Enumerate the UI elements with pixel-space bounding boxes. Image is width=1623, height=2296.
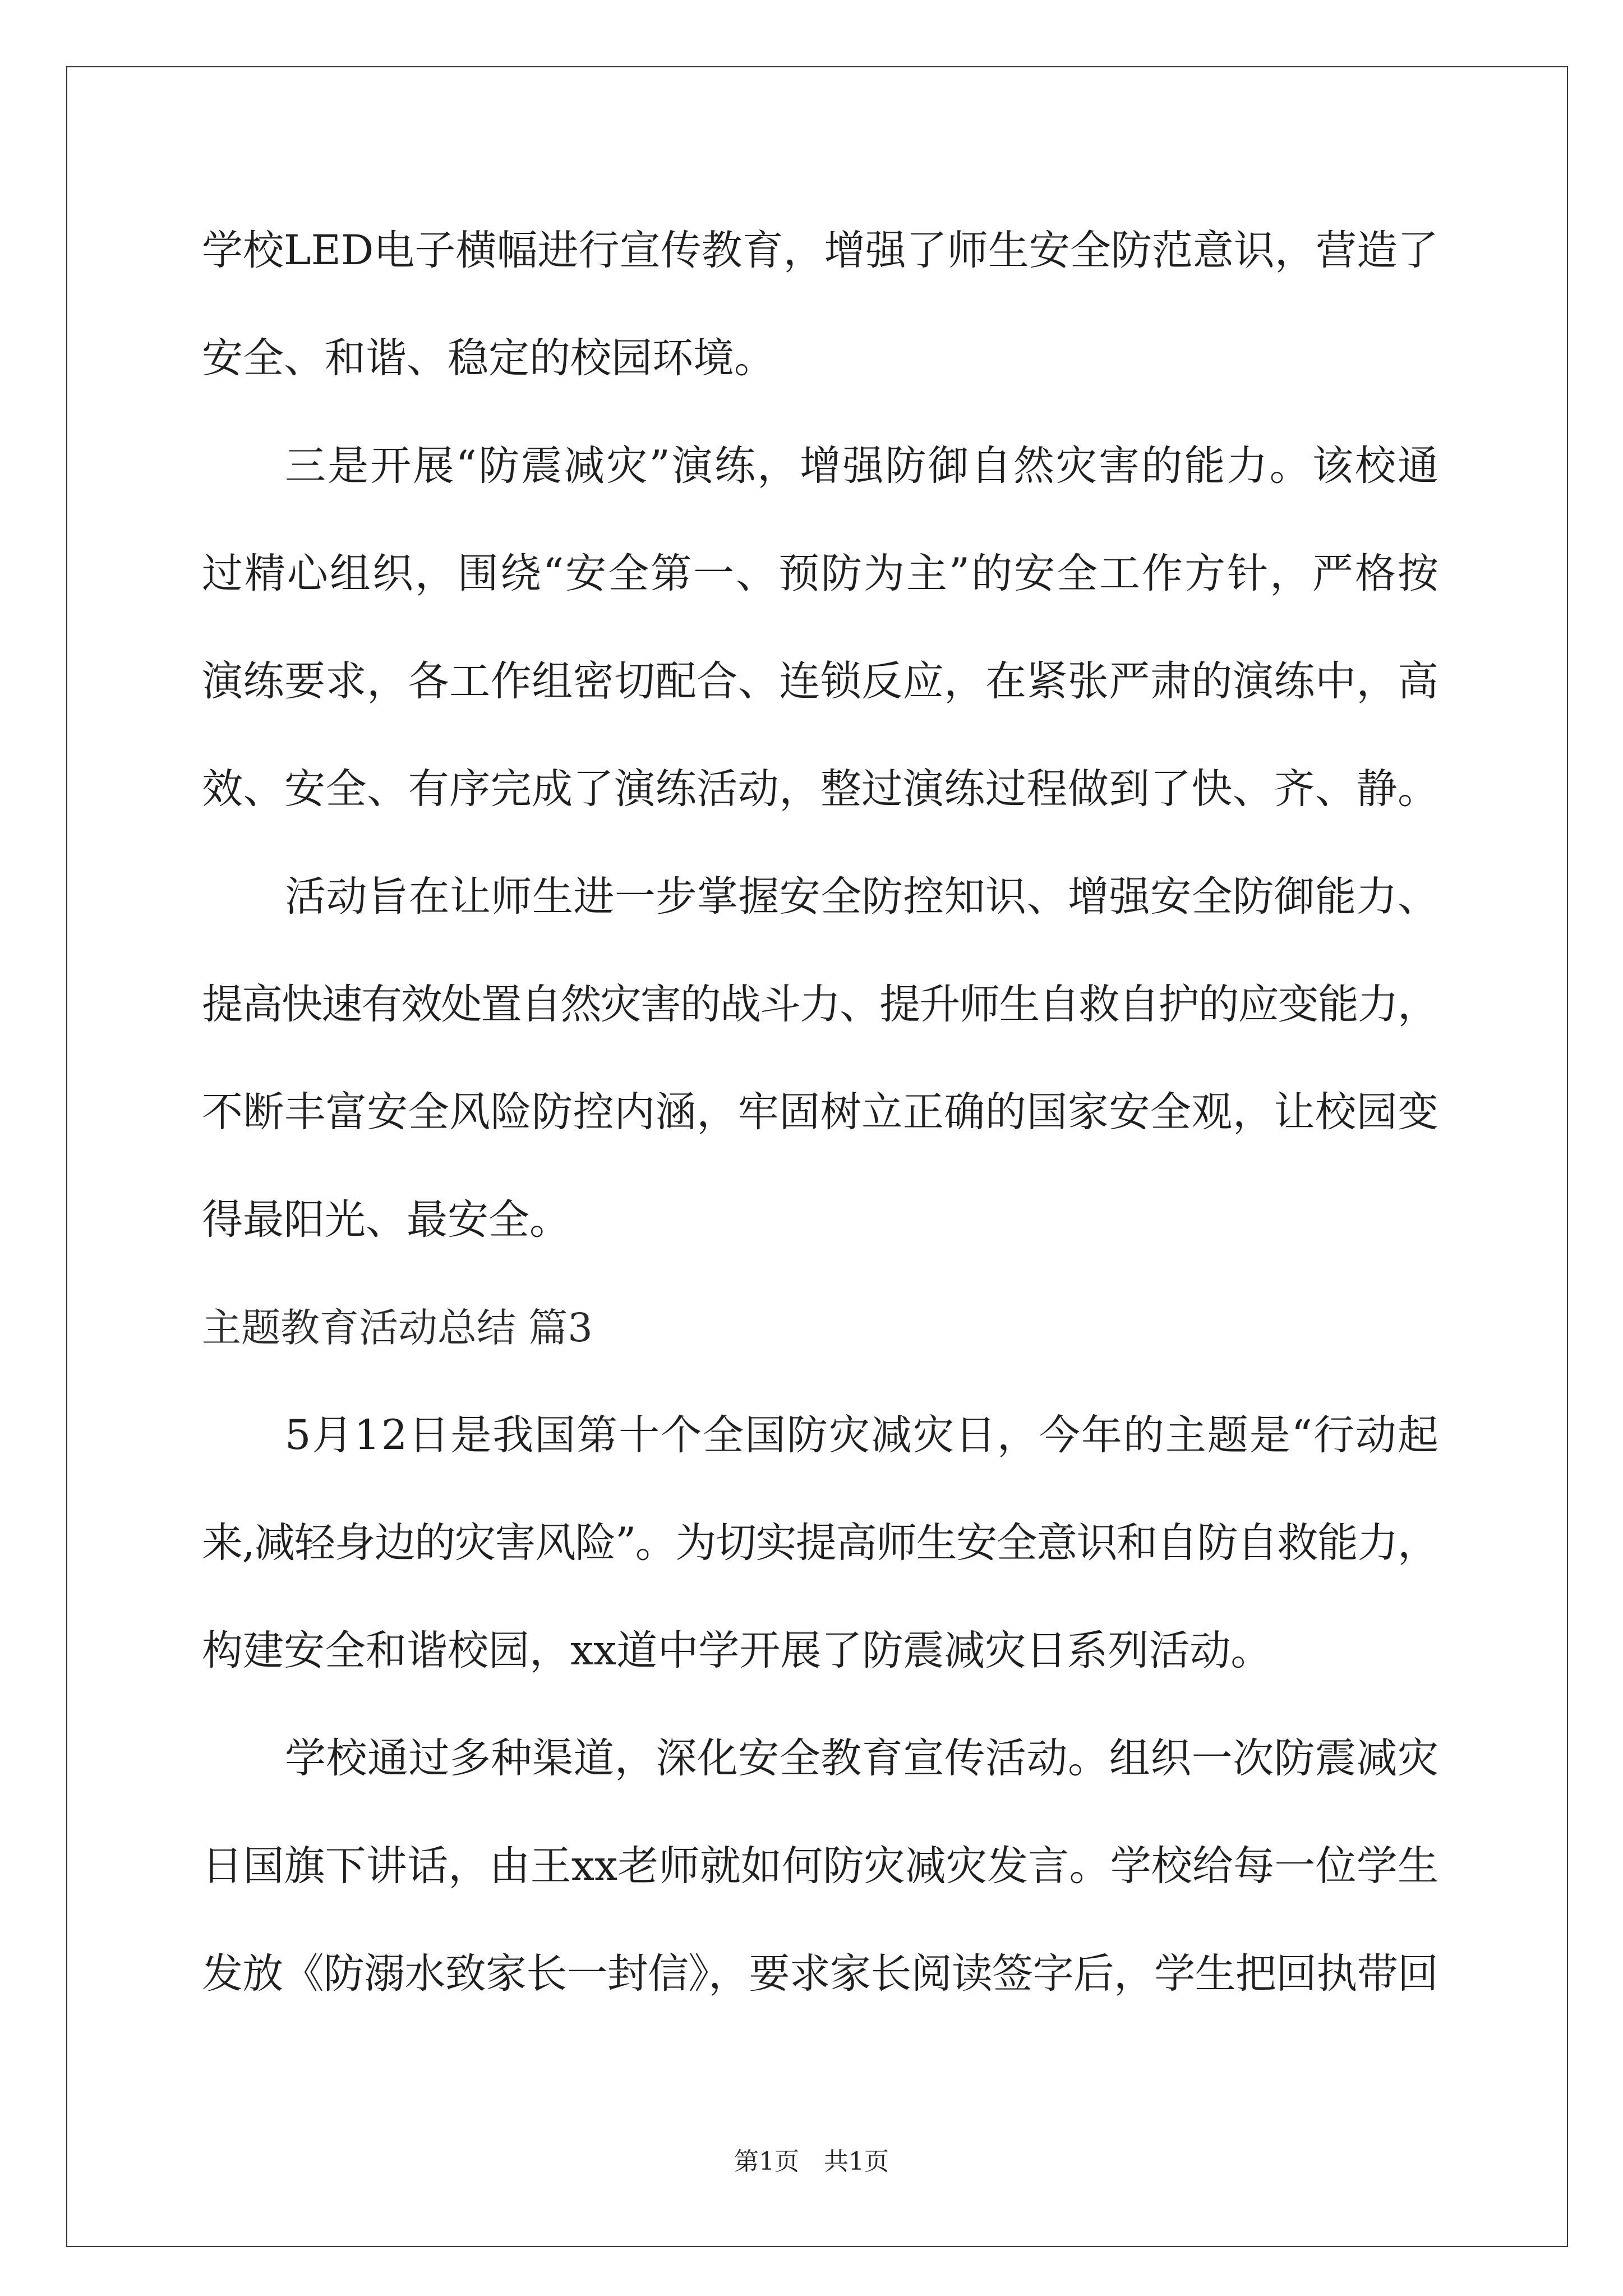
- document-body: [202, 197, 1441, 2028]
- text-line: 学校LED电子横幅进行宣传教育，增强了师生安全防范意识，营造了: [202, 227, 1439, 274]
- text-line: 安全、和谐、稳定的校园环境。: [202, 334, 775, 382]
- text-line: 提高快速有效处置自然灾害的战斗力、提升师生自救自护的应变能力，: [202, 981, 1438, 1028]
- paragraph: [202, 1705, 1438, 2028]
- text-line: 构建安全和谐校园，xx道中学开展了防震减灾日系列活动。: [202, 1627, 1272, 1674]
- text-line: 过精心组织，围绕“安全第一、预防为主”的安全工作方针，严格按: [202, 550, 1440, 597]
- text-line: 三是开展“防震减灾”演练，增强防御自然灾害的能力。该校通: [285, 442, 1441, 490]
- paragraph: [202, 1382, 1438, 1705]
- text-line: 不断丰富安全风险防控内涵，牢固树立正确的国家安全观，让校园变: [202, 1088, 1439, 1136]
- paragraph: [202, 197, 1438, 412]
- paragraph: [202, 843, 1438, 1274]
- text-line: 发放《防溺水致家长一封信》，要求家长阅读签字后，学生把回执带回: [202, 1950, 1438, 1998]
- page-number: 第1页: [734, 2147, 799, 2176]
- text-line: 活动旨在让师生进一步掌握安全防控知识、增强安全防御能力、: [285, 873, 1439, 921]
- text-line: 5月12日是我国第十个全国防灾减灾日，今年的主题是“行动起: [285, 1411, 1440, 1459]
- text-line: 来,减轻身边的灾害风险”。为切实提高师生安全意识和自防自救能力，: [202, 1519, 1438, 1567]
- paragraph: [202, 412, 1441, 843]
- text-line: 日国旗下讲话，由王xx老师就如何防灾减灾发言。学校给每一位学生: [202, 1842, 1439, 1890]
- section-heading: 主题教育活动总结 篇3: [202, 1305, 593, 1351]
- text-line: 得最阳光、最安全。: [202, 1196, 570, 1244]
- text-line: 演练要求，各工作组密切配合、连锁反应，在紧张严肃的演练中，高: [202, 657, 1439, 705]
- text-line: 学校通过多种渠道，深化安全教育宣传活动。组织一次防震减灾: [285, 1734, 1439, 1782]
- page-total: 共1页: [824, 2147, 889, 2176]
- page-footer: [0, 2145, 1623, 2179]
- text-line: 效、安全、有序完成了演练活动，整过演练过程做到了快、齐、静。: [202, 765, 1439, 813]
